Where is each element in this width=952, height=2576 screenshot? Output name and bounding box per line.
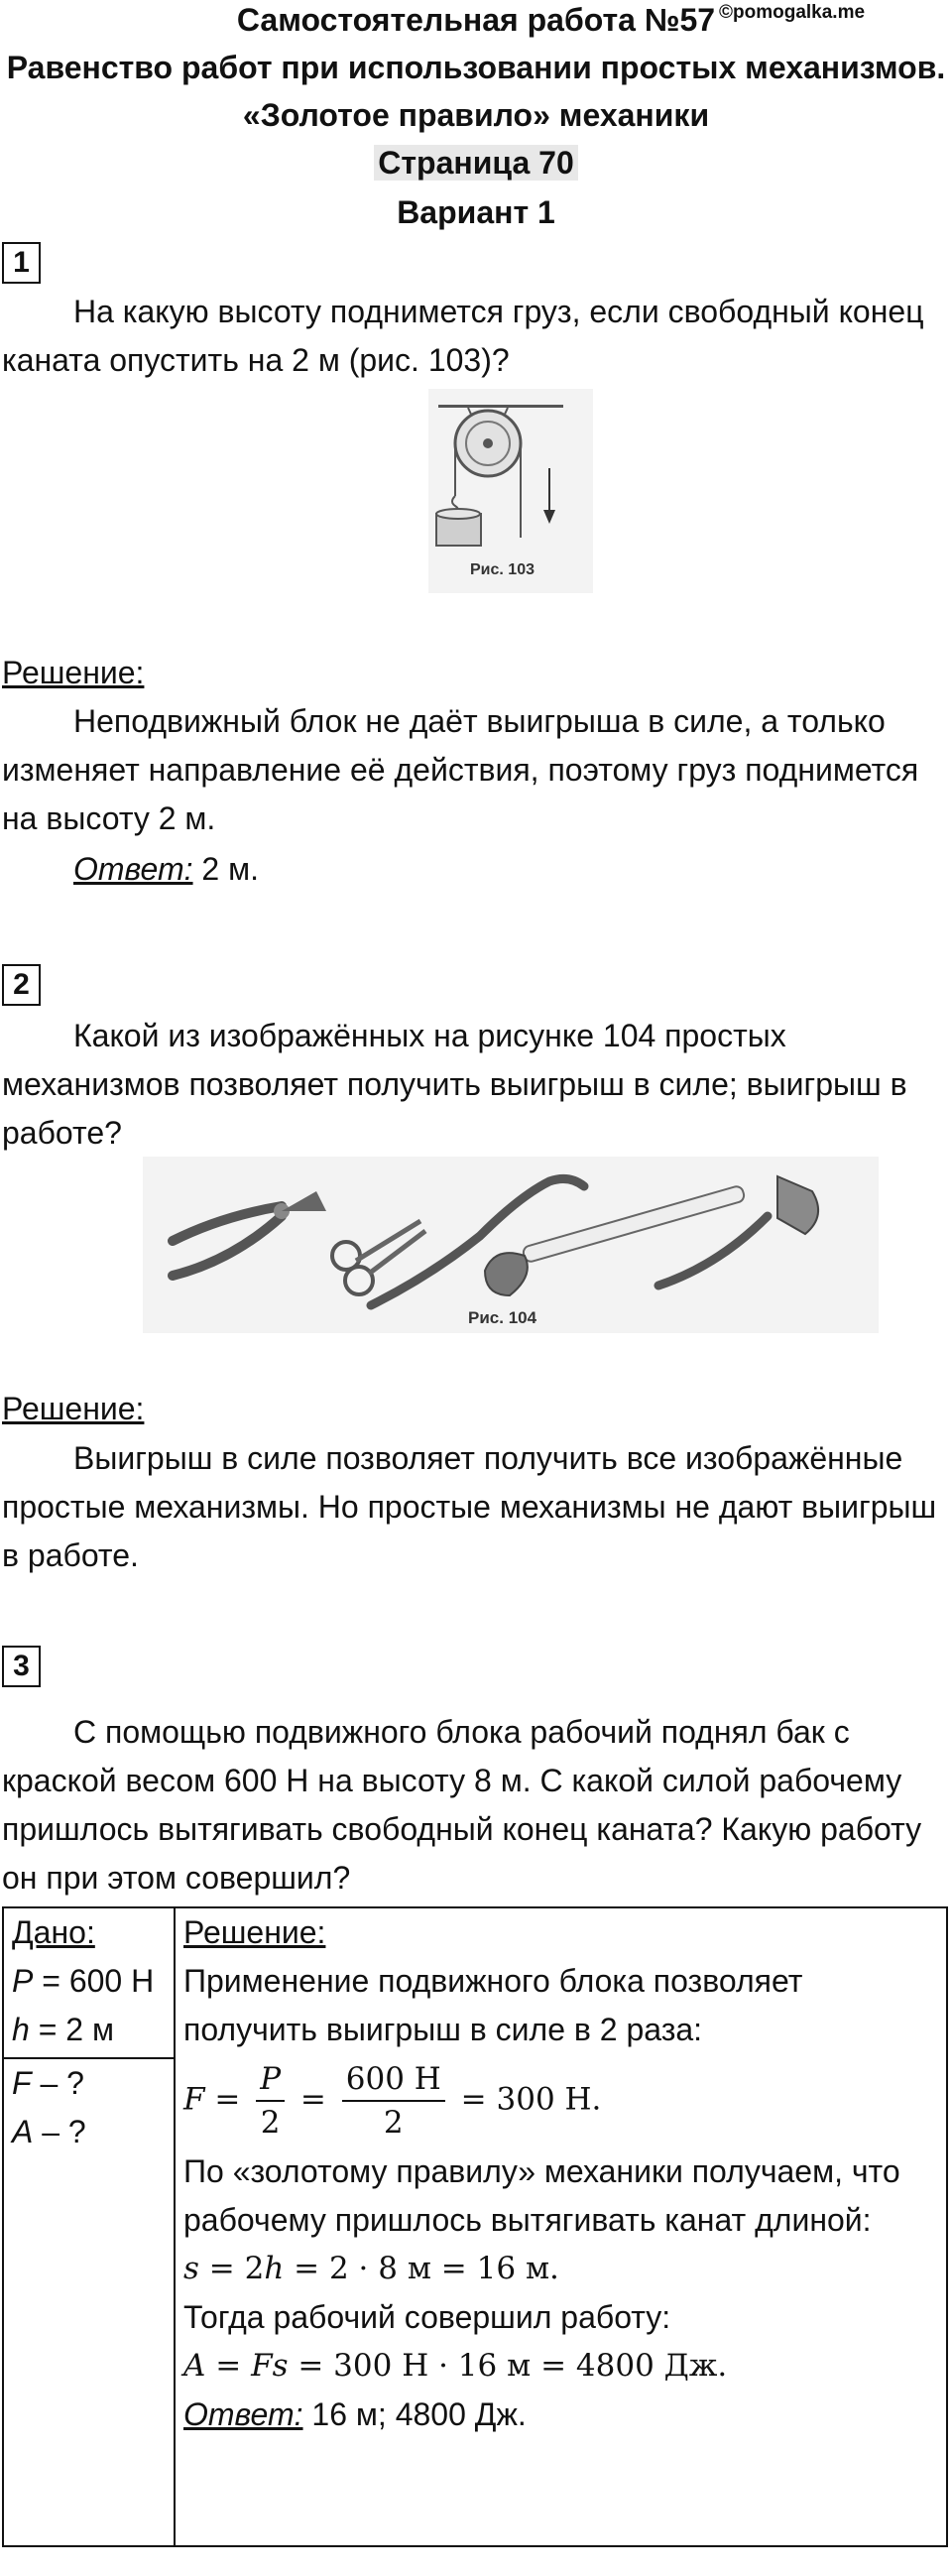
find-cell (3, 2058, 175, 2546)
given-h (12, 2006, 166, 2054)
task-2-question: Какой из изображённых на рисунке 104 простых механизмов позволяет получить выигрыш в силе; выигрыш в работе? (2, 1018, 907, 1151)
task-1-answer-label: Ответ: (73, 851, 193, 887)
task-1-answer-value: 2 м. (201, 851, 259, 887)
solution-line-2: По «золотому правилу» механики получаем, что рабочему пришлось вытягивать канат длиной: (183, 2153, 900, 2238)
work-title: Самостоятельная работа №57 (236, 2, 716, 38)
task-1-number: 1 (2, 242, 41, 284)
find-F: F – ? (12, 2065, 84, 2101)
given-label: Дано: (12, 1914, 95, 1950)
formula-work: A = Fs = 300 Н · 16 м = 4800 Дж. (183, 2348, 728, 2384)
topic-line-2: «Золотое правило» механики (242, 97, 710, 133)
formula-length: s = 2h = 2 · 8 м = 16 м. (183, 2251, 559, 2286)
task-2-solution-text: Выигрыш в силе позволяет получить все изображённые простые механизмы. Но простые механизмы не дают выигрыш в работе. (2, 1440, 937, 1573)
given-P (12, 1957, 166, 2006)
solution-cell (175, 1907, 947, 2546)
page-label-text: Страница 70 (374, 145, 577, 181)
task-1-solution-label: Решение: (2, 655, 145, 690)
figure-103-caption: Рис. 103 (470, 561, 535, 578)
given-P-value: = 600 Н (33, 1963, 155, 1999)
topic-line-1: Равенство работ при использовании простых механизмов. (6, 50, 946, 85)
task-2-number: 2 (2, 964, 41, 1006)
figure-104 (143, 1157, 879, 1333)
pliers (173, 1191, 326, 1276)
figure-103 (428, 389, 593, 593)
task-3-answer-label: Ответ: (183, 2396, 303, 2432)
simple-machines-illustration (143, 1157, 879, 1333)
fraction-600-over-2: $\frac{600 Н}{2}$ (342, 2058, 445, 2144)
solution-label: Решение: (183, 1914, 326, 1950)
solution-line-3: Тогда рабочий совершил работу: (183, 2299, 671, 2335)
ceiling-beam (438, 405, 563, 408)
figure-104-caption: Рис. 104 (468, 1308, 537, 1327)
task-3-solution-table (2, 1906, 948, 2547)
task-3-number: 3 (2, 1646, 41, 1687)
task-1-solution-text: Неподвижный блок не даёт выигрыша в силе, а только изменяет направление её действия, поэтому груз поднимется на высоту 2 м. (2, 703, 919, 836)
pulley-illustration (428, 389, 593, 593)
given-h-symbol: h (12, 2012, 30, 2047)
given-h-value: = 2 м (29, 2012, 114, 2047)
copyright-mark: ©pomogalka.me (719, 2, 866, 23)
task-3-question: С помощью подвижного блока рабочий поднял бак с краской весом 600 Н на высоту 8 м. С какой силой рабочему пришлось вытягивать свободный конец каната? Какую работу он при этом совершил? (2, 1714, 922, 1896)
task-1-question: На какую высоту поднимется груз, если свободный конец каната опустить на 2 м (рис. 103)? (2, 294, 924, 378)
fraction-P-over-2: $\frac{P}{2}$ (256, 2058, 285, 2144)
given-cell (3, 1907, 175, 2058)
formula-force: F = $\frac{P}{2}$ = $\frac{600 Н}{2}$ = 300 Н. (183, 2058, 938, 2144)
task-1-answer (73, 845, 946, 894)
solution-line-1: Применение подвижного блока позволяет получить выигрыш в силе в 2 раза: (183, 1963, 803, 2047)
page-label (0, 143, 952, 183)
find-A: A – ? (12, 2114, 86, 2149)
variant-label: Вариант 1 (397, 194, 555, 230)
task-3-answer (183, 2391, 938, 2439)
given-P-symbol: P (12, 1963, 34, 1999)
task-3-answer-value: 16 м; 4800 Дж. (302, 2396, 527, 2432)
task-2-solution-label: Решение: (2, 1391, 145, 1426)
